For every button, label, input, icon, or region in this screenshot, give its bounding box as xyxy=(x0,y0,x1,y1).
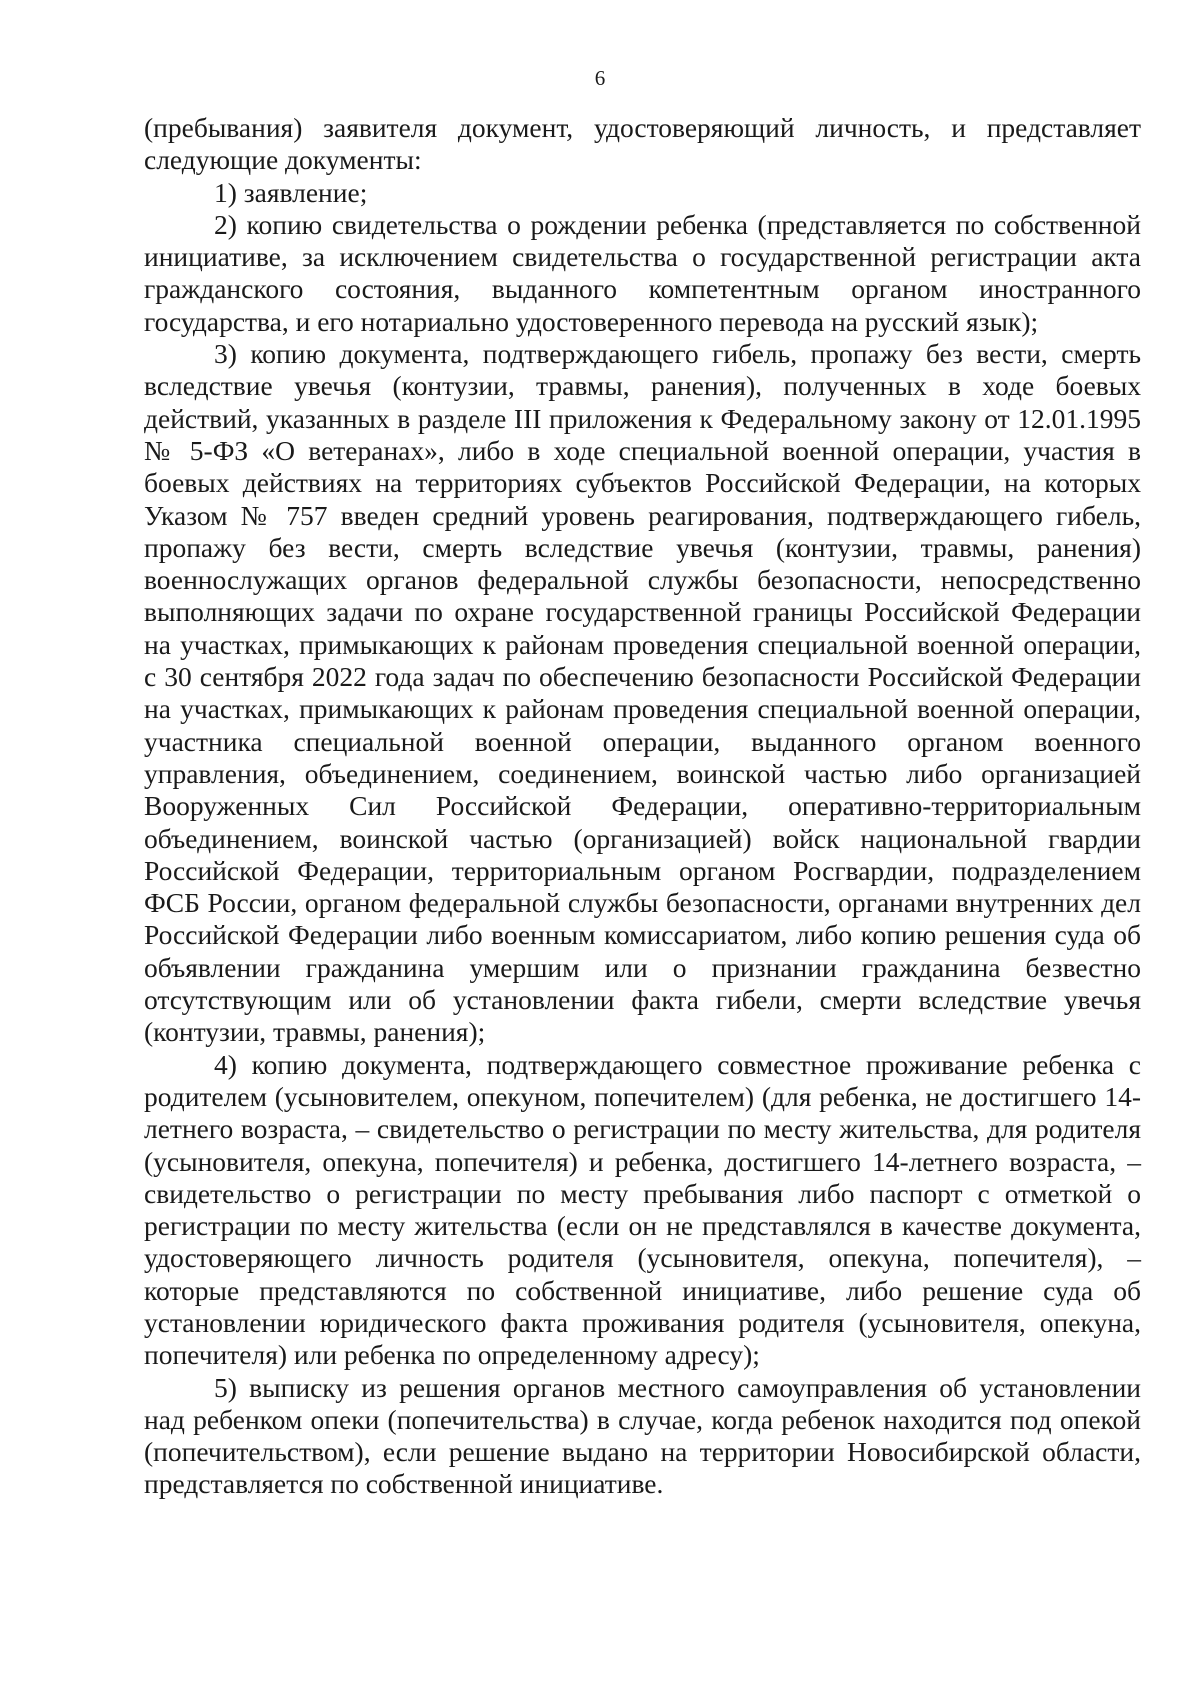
paragraph-item-5: 5) выписку из решения органов местного самоуправления об установлении над ребенком опеки (попечительства) в случае, когда ребенок находится под опекой (попечительством), если решение выдано на территории Новосибирской области, представляется по собственной инициативе. xyxy=(144,1371,1141,1500)
page-number: 6 xyxy=(594,66,606,90)
paragraph-item-2: 2) копию свидетельства о рождении ребенка (представляется по собственной инициативе, за исключением свидетельства о государственной регистрации акта гражданского состояния, выданного компетентным органом иностранного государства, и его нотариально удостоверенного перевода на русский язык); xyxy=(144,208,1141,337)
paragraph-item-4: 4) копию документа, подтверждающего совместное проживание ребенка с родителем (усыновителем, опекуном, попечителем) (для ребенка, не достигшего 14-летнего возраста, – свидетельство о регистрации по месту жительства, для родителя (усыновителя, опекуна, попечителя) и ребенка, достигшего 14-летнего возраста, – свидетельство о регистрации по месту пребывания либо паспорт с отметкой о регистрации по месту жительства (если он не представлялся в качестве документа, удостоверяющего личность родителя (усыновителя, опекуна, попечителя), – которые представляются по собственной инициативе, либо решение суда об установлении юридического факта проживания родителя (усыновителя, опекуна, попечителя) или ребенка по определенному адресу); xyxy=(144,1048,1141,1371)
paragraph-item-3: 3) копию документа, подтверждающего гибель, пропажу без вести, смерть вследствие увечья (контузии, травмы, ранения), полученных в ходе боевых действий, указанных в разделе III приложения к Федеральному закону от 12.01.1995 № 5-ФЗ «О ветеранах», либо в ходе специальной военной операции, участия в боевых действиях на территориях субъектов Российской Федерации, на которых Указом № 757 введен средний уровень реагирования, подтверждающего гибель, пропажу без вести, смерть вследствие увечья (контузии, травмы, ранения) военнослужащих органов федеральной службы безопасности, непосредственно выполняющих задачи по охране государственной границы Российской Федерации на участках, примыкающих к районам проведения специальной военной операции, с 30 сентября 2022 года задач по обеспечению безопасности Российской Федерации на участках, примыкающих к районам проведения специальной военной операции, участника специальной военной операции, выданного органом военного управления, объединением, соединением, воинской частью либо организацией Вооруженных Сил Российской Федерации, оперативно-территориальным объединением, воинской частью (организацией) войск национальной гвардии Российской Федерации, территориальным органом Росгвардии, подразделением ФСБ России, органом федеральной службы безопасности, органами внутренних дел Российской Федерации либо военным комиссариатом, либо копию решения суда об объявлении гражданина умершим или о признании гражданина безвестно отсутствующим или об установлении факта гибели, смерти вследствие увечья (контузии, травмы, ранения); xyxy=(144,338,1141,1048)
document-body xyxy=(144,112,1141,1501)
paragraph-continuation: (пребывания) заявителя документ, удостоверяющий личность, и представляет следующие документы: xyxy=(144,112,1141,176)
paragraph-item-1: 1) заявление; xyxy=(214,176,368,208)
